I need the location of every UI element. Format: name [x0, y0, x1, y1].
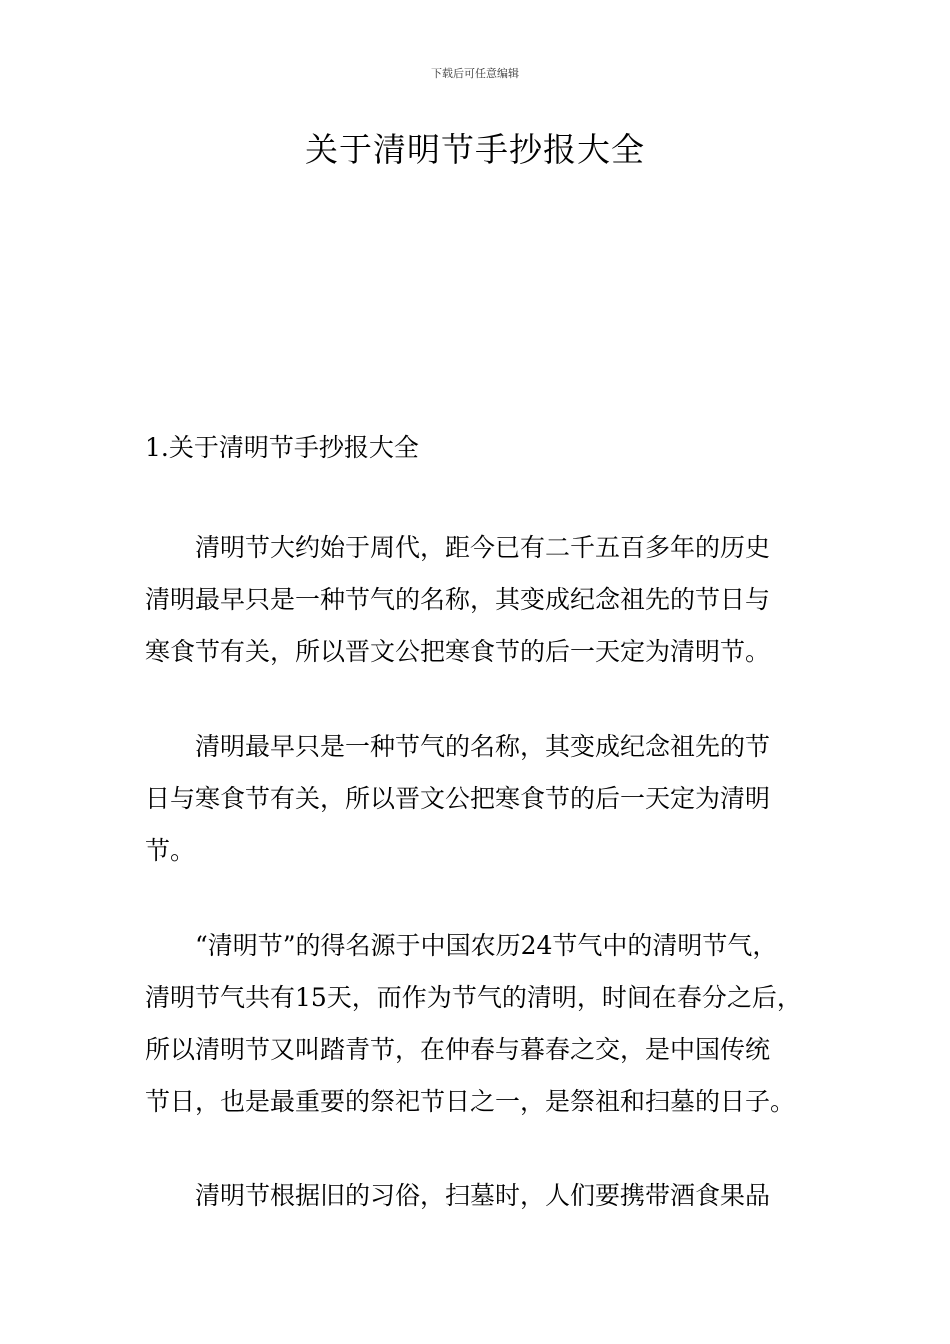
paragraph-3: “清明节”的得名源于中国农历24节气中的清明节气， 清明节气共有15天，而作为节气的清明，时间在春分之后， 所以清明节又叫踏青节，在仲春与暮春之交，是中国传统 节日，也是最重要的祭祀节日之一，是祭祖和扫墓的日子。 — [145, 931, 802, 1116]
paragraph-2: 清明最早只是一种节气的名称，其变成纪念祖先的节 日与寒食节有关，所以晋文公把寒食节的后一天定为清明 节。 — [145, 732, 771, 865]
paragraph-4: 清明节根据旧的习俗，扫墓时，人们要携带酒食果品 — [145, 1181, 771, 1210]
header-note: 下载后可任意编辑 — [431, 67, 519, 80]
document-title: 关于清明节手抄报大全 — [305, 130, 645, 169]
section-heading: 1.关于清明节手抄报大全 — [145, 433, 419, 462]
paragraph-1: 清明节大约始于周代，距今已有二千五百多年的历史 清明最早只是一种节气的名称，其变成纪念祖先的节日与 寒食节有关，所以晋文公把寒食节的后一天定为清明节。 — [145, 533, 771, 666]
